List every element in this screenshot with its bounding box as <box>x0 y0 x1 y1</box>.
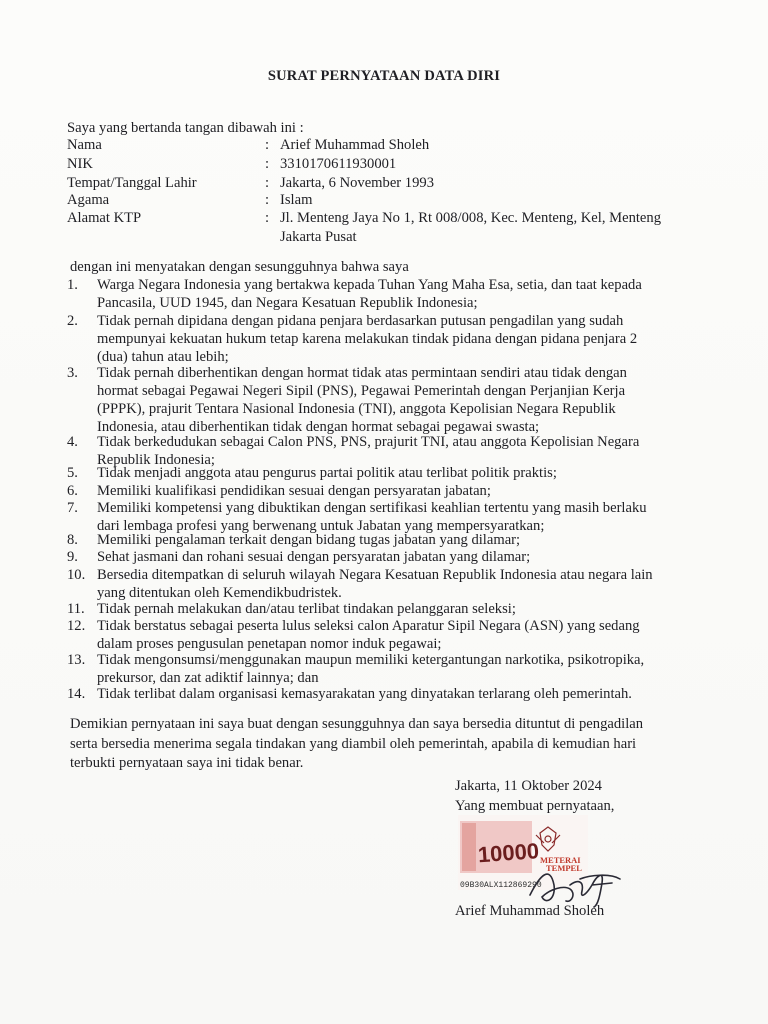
field-label: Alamat KTP <box>67 210 142 226</box>
field-value: Islam <box>280 192 313 208</box>
field-label: NIK <box>67 156 93 172</box>
list-number: 13. <box>67 652 86 668</box>
list-line: prekursor, dan zat adiktif lainnya; dan <box>97 670 319 686</box>
list-line: Memiliki pengalaman terkait dengan bidang tugas jabatan yang dilamar; <box>97 532 521 548</box>
list-line: Warga Negara Indonesia yang bertakwa kepada Tuhan Yang Maha Esa, setia, dan taat kepada <box>97 277 642 293</box>
stamp-code: 09B30ALX112869290 <box>460 881 542 890</box>
list-line: dalam proses pengusulan penetapan nomor induk pegawai; <box>97 636 442 652</box>
list-line: Tidak pernah melakukan dan/atau terlibat tindakan pelanggaran seleksi; <box>97 601 516 617</box>
list-line: mempunyai kekuatan hukum tetap karena melakukan tindak pidana dengan pidana penjara 2 <box>97 331 638 347</box>
field-label: Nama <box>67 137 102 153</box>
closing-paragraph <box>70 715 643 774</box>
list-line: Tidak pernah dipidana dengan pidana penjara berdasarkan putusan pengadilan yang sudah <box>97 313 624 329</box>
list-line: (PPPK), prajurit Tentara Nasional Indonesia (TNI), anggota Kepolisian Negara Republik <box>97 401 616 417</box>
list-line: Sehat jasmani dan rohani sesuai dengan persyaratan jabatan yang dilamar; <box>97 549 531 565</box>
list-line: yang ditentukan oleh Kemendikbudristek. <box>97 585 342 601</box>
closing-line: serta bersedia menerima segala tindakan yang diambil oleh pemerintah, apabila di kemudian hari <box>70 735 637 752</box>
list-line: Pancasila, UUD 1945, dan Negara Kesatuan Republik Indonesia; <box>97 295 478 311</box>
list-line: Tidak menjadi anggota atau pengurus partai politik atau terlibat politik praktis; <box>97 465 557 481</box>
field-colon: : <box>265 192 270 208</box>
list-number: 3. <box>67 365 78 381</box>
list-text <box>97 276 715 312</box>
list-line: (dua) tahun atau lebih; <box>97 349 229 365</box>
list-text <box>97 312 715 366</box>
list-number: 1. <box>67 277 78 293</box>
field-value: Jl. Menteng Jaya No 1, Rt 008/008, Kec. Menteng, Kel, Menteng <box>280 210 661 226</box>
list-line: Bersedia ditempatkan di seluruh wilayah Negara Kesatuan Republik Indonesia atau negara lain <box>97 567 653 583</box>
field-value: 3310170611930001 <box>280 156 397 172</box>
list-number: 8. <box>67 532 78 548</box>
place-date: Jakarta, 11 Oktober 2024 <box>455 778 602 794</box>
list-number: 7. <box>67 500 78 516</box>
list-text <box>97 566 715 602</box>
field-label: Tempat/Tanggal Lahir <box>67 175 197 191</box>
list-line: dari lembaga profesi yang berwenang untuk Jabatan yang mempersyaratkan; <box>97 518 545 534</box>
field-colon: : <box>265 156 270 172</box>
list-text <box>97 600 715 618</box>
statement-intro: dengan ini menyatakan dengan sesungguhnya bahwa saya <box>70 259 409 275</box>
list-line: Indonesia, atau diberhentikan tidak dengan hormat sebagai pegawai swasta; <box>97 419 540 435</box>
field-colon: : <box>265 175 270 191</box>
list-text <box>97 685 715 703</box>
list-number: 6. <box>67 483 78 499</box>
list-text <box>97 364 715 436</box>
list-number: 14. <box>67 686 86 702</box>
list-line: Republik Indonesia; <box>97 452 215 468</box>
intro-text: Saya yang bertanda tangan dibawah ini : <box>67 120 304 136</box>
list-text <box>97 548 715 566</box>
signer-name: Arief Muhammad Sholeh <box>455 903 605 919</box>
list-number: 10. <box>67 567 86 583</box>
list-number: 4. <box>67 434 78 450</box>
list-number: 5. <box>67 465 78 481</box>
field-label: Agama <box>67 192 110 208</box>
field-value-continued: Jakarta Pusat <box>280 229 357 245</box>
list-number: 12. <box>67 618 86 634</box>
closing-line: terbukti pernyataan saya ini tidak benar. <box>70 755 304 771</box>
stamp-value: 10000 <box>477 838 540 868</box>
stamp-label: METERAI <box>540 855 581 865</box>
field-colon: : <box>265 137 270 153</box>
list-number: 11. <box>67 601 85 617</box>
list-text <box>97 482 715 500</box>
list-line: Memiliki kompetensi yang dibuktikan dengan sertifikasi keahlian tertentu yang masih berlaku <box>97 500 647 516</box>
closing-line: Demikian pernyataan ini saya buat dengan sesungguhnya dan saya bersedia dituntut di pengadilan <box>70 716 644 732</box>
maker-label: Yang membuat pernyataan, <box>455 798 615 814</box>
list-number: 9. <box>67 549 78 565</box>
stamp-side-strip <box>462 823 476 871</box>
field-value: Arief Muhammad Sholeh <box>280 137 430 153</box>
document-title: SURAT PERNYATAAN DATA DIRI <box>267 68 501 84</box>
list-text <box>97 651 715 687</box>
list-text <box>97 617 715 653</box>
stamp-label-2: TEMPEL <box>546 863 582 873</box>
list-line: Tidak berstatus sebagai peserta lulus seleksi calon Aparatur Sipil Negara (ASN) yang sedang <box>97 618 640 634</box>
list-line: Tidak terlibat dalam organisasi kemasyarakatan yang dinyatakan terlarang oleh pemerintah. <box>97 686 632 702</box>
list-text <box>97 464 715 482</box>
list-line: Tidak berkedudukan sebagai Calon PNS, PNS, prajurit TNI, atau anggota Kepolisian Negara <box>97 434 640 450</box>
list-line: Tidak pernah diberhentikan dengan hormat tidak atas permintaan sendiri atau tidak dengan <box>97 365 627 381</box>
list-text <box>97 531 715 549</box>
list-number: 2. <box>67 313 78 329</box>
list-line: Tidak mengonsumsi/menggunakan maupun memiliki ketergantungan narkotika, psikotropika, <box>97 652 645 668</box>
field-colon: : <box>265 210 270 226</box>
list-text <box>97 499 715 535</box>
list-line: Memiliki kualifikasi pendidikan sesuai dengan persyaratan jabatan; <box>97 483 491 499</box>
list-line: hormat sebagai Pegawai Negeri Sipil (PNS), Pegawai Pemerintah dengan Perjanjian Kerja <box>97 383 626 399</box>
field-value: Jakarta, 6 November 1993 <box>280 175 434 191</box>
